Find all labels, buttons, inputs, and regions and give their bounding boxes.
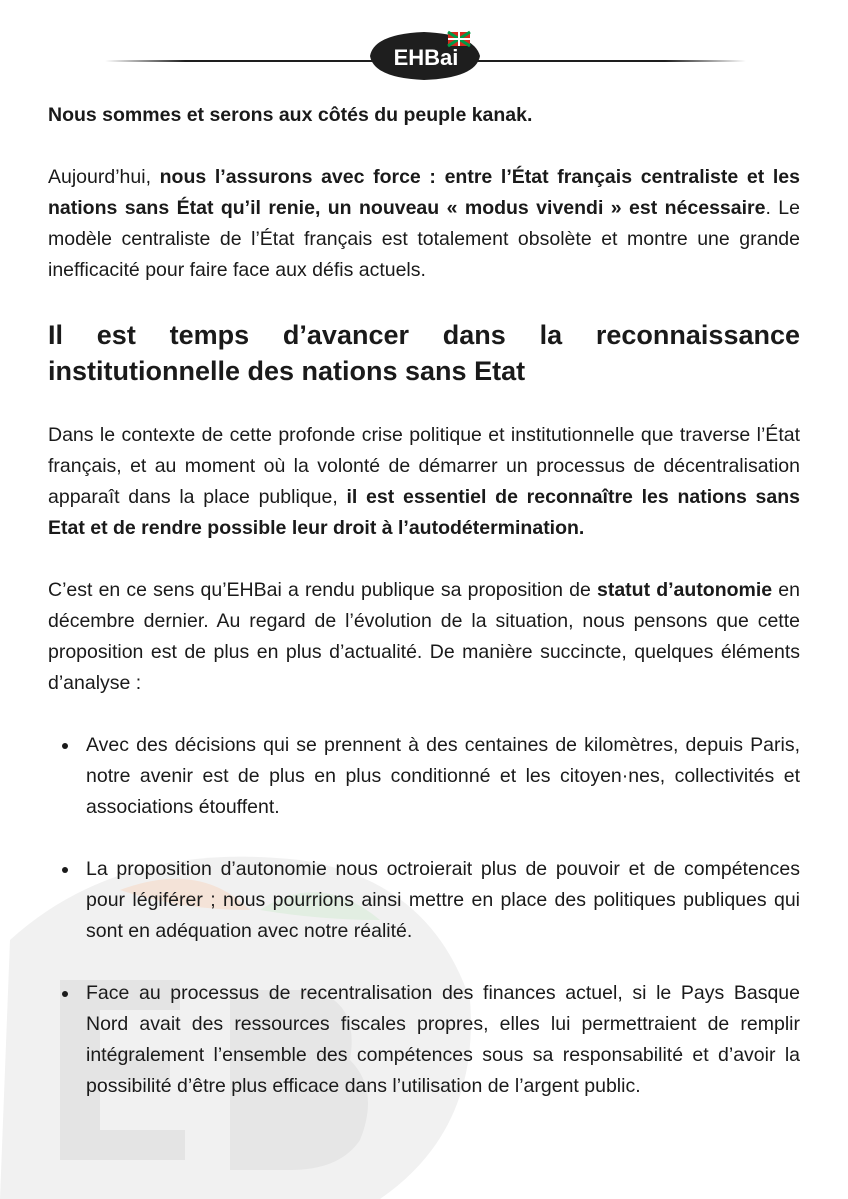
header-rule-right [476,60,746,62]
intro-paragraph: Aujourd’hui, nous l’assurons avec force : entre l’État français centraliste et les nations sans État qu’il renie, un nouveau « modus vivendi » est nécessaire. Le modèle centraliste de l’État français est totalement obsolète et montre une grande inefficacité pour faire face aux défis actuels. [48,166,800,281]
lead-paragraph: Nous sommes et serons aux côtés du peuple kanak. [48,104,533,126]
document-body [48,100,800,1133]
proposal-paragraph: C’est en ce sens qu’EHBai a rendu publique sa proposition de statut d’autonomie en décembre dernier. Au regard de l’évolution de la situation, nous pensons que cette proposition est de plus en plus d’actualité. De manière succincte, quelques éléments d’analyse : [48,579,800,694]
page-header [0,0,848,100]
list-item: Avec des décisions qui se prennent à des centaines de kilomètres, depuis Paris, notre avenir est de plus en plus conditionné et les citoyen·nes, collectivités et associations étouffent. [86,730,800,823]
bullet-icon [62,743,68,749]
bullet-icon [62,867,68,873]
bullet-icon [62,991,68,997]
logo-text: EHBai [393,45,459,70]
section-heading: Il est temps d’avancer dans la reconnaissance institutionnelle des nations sans Etat [48,320,800,386]
analysis-list [48,730,800,1102]
list-item: Face au processus de recentralisation des finances actuel, si le Pays Basque Nord avait des ressources fiscales propres, elles lui permettraient de remplir intégralement l’ensemble des compétences sous sa responsabilité et d’avoir la possibilité d’être plus efficace dans l’utilisation de l’argent public. [86,978,800,1102]
ehbai-logo [366,24,484,84]
list-item: La proposition d’autonomie nous octroierait plus de pouvoir et de compétences pour légiférer ; nous pourrions ainsi mettre en place des politiques publiques qui sont en adéquation avec notre réalité. [86,854,800,947]
header-rule-left [105,60,373,62]
context-paragraph: Dans le contexte de cette profonde crise politique et institutionnelle que traverse l’État français, et au moment où la volonté de démarrer un processus de décentralisation apparaît dans la place publique, il est essentiel de reconnaître les nations sans Etat et de rendre possible leur droit à l’autodétermination. [48,424,800,539]
